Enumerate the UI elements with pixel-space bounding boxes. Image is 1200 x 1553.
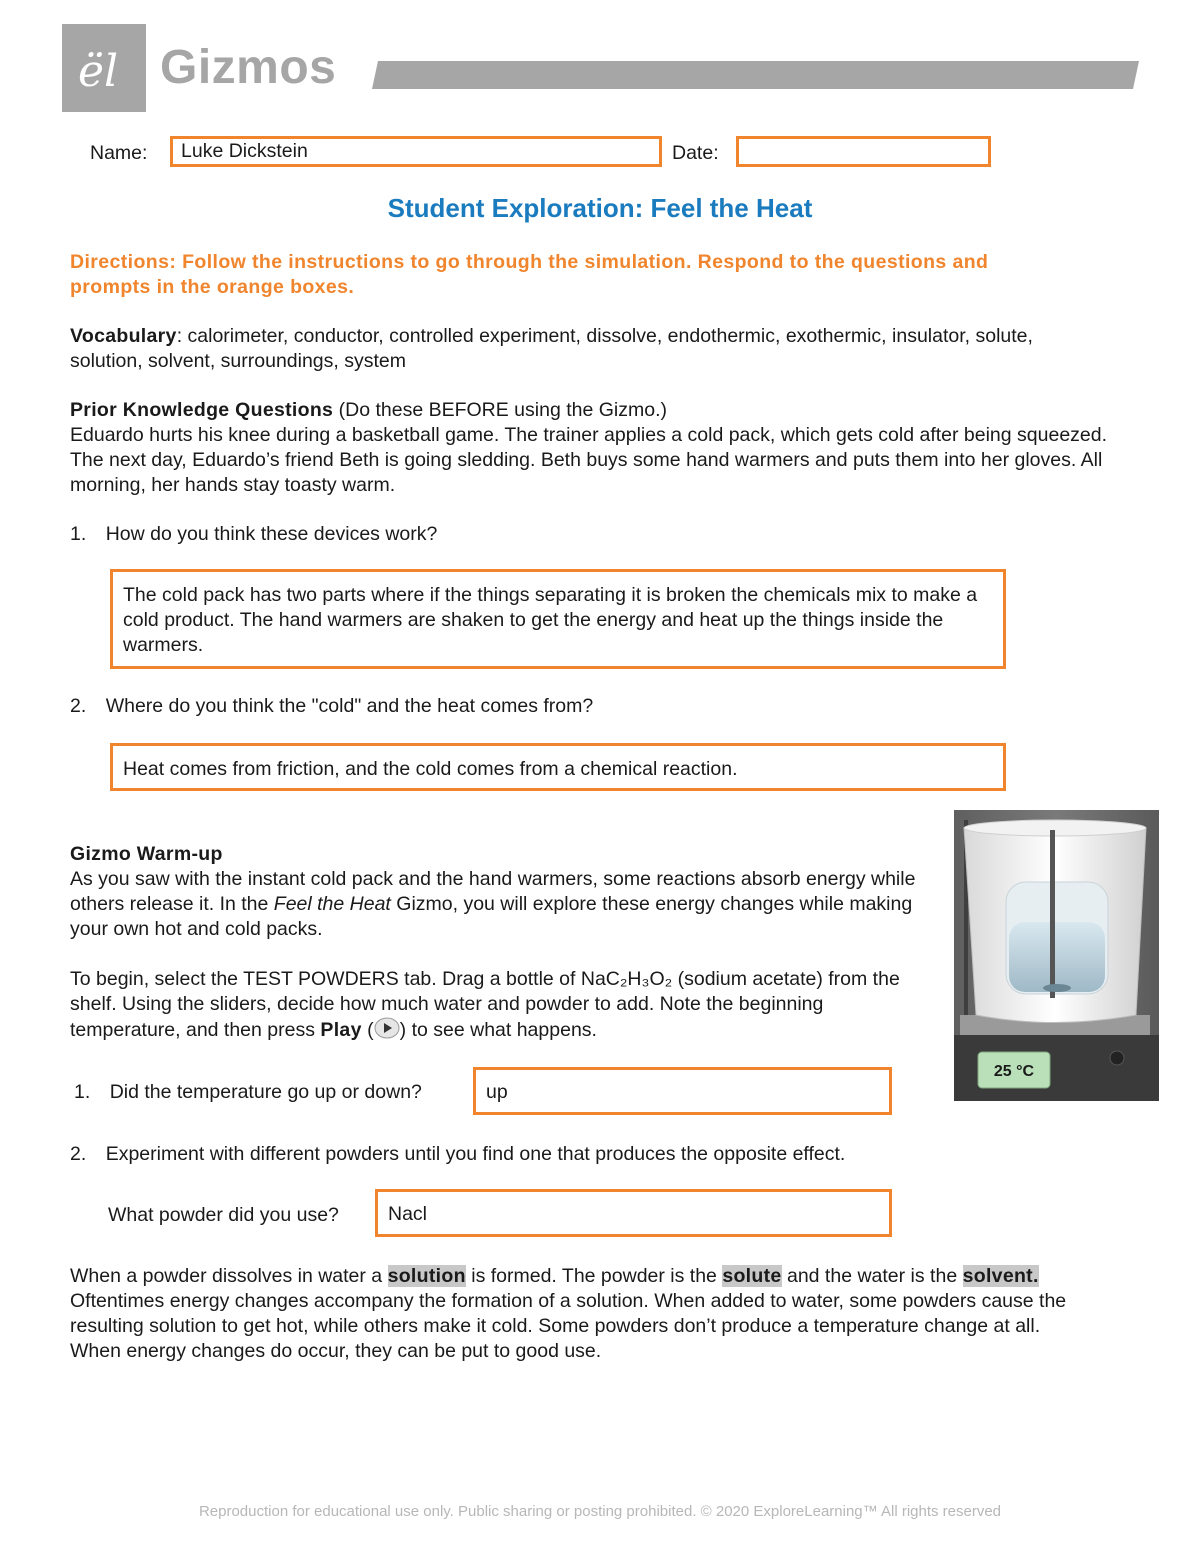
answer-box-4[interactable] (375, 1189, 892, 1237)
header-bar (372, 61, 1139, 89)
question-number: 2. (70, 695, 87, 717)
name-label: Name: (90, 142, 148, 164)
date-value (739, 139, 988, 141)
warmup-paragraph-2: To begin, select the TEST POWDERS tab. Drag a bottle of NaC₂H₃O₂ (sodium acetate) from the shelf. Using the sliders, decide how much water and powder to add. Note the beginning temperature, and then press Play ( ) to see what happens. (70, 968, 900, 1041)
question-text: Where do you think the "cold" and the heat comes from? (105, 695, 594, 717)
play-icon (374, 1017, 400, 1039)
question-text: Experiment with different powders until you find one that produces the opposite effect. (105, 1143, 846, 1165)
solution-paragraph: When a powder dissolves in water a solution is formed. The powder is the solute and the water is the solvent. Oftentimes energy changes accompany the formation of a solution. When added to water, some powders cause the resulting solution to get hot, while others make it cold. Some powders don’t produce a temperature change at all. When energy changes do occur, they can be put to good use. (70, 1265, 1067, 1362)
term-solution: solution (387, 1265, 466, 1287)
thermometer-reading: 25 °C (993, 1063, 1035, 1080)
warmup-heading: Gizmo Warm-up (70, 843, 223, 865)
date-field[interactable] (736, 136, 991, 167)
question-number: 1. (70, 523, 87, 545)
answer-box-1[interactable] (110, 569, 1006, 669)
question-text: Did the temperature go up or down? (109, 1081, 422, 1103)
question-number: 2. (70, 1143, 87, 1165)
name-value: Luke Dickstein (181, 140, 308, 162)
vocabulary (70, 324, 1080, 374)
warmup-question-2-sub: What powder did you use? (108, 1204, 339, 1226)
date-label: Date: (672, 142, 719, 164)
warmup-question-2 (70, 1142, 845, 1167)
answer-box-2[interactable] (110, 743, 1006, 791)
term-solvent: solvent. (962, 1265, 1039, 1287)
directions: Directions: Follow the instructions to go through the simulation. Respond to the questions and prompts in the orange boxes. (70, 251, 989, 298)
prior-knowledge-heading: Prior Knowledge Questions (Do these BEFORE using the Gizmo.) (70, 399, 667, 421)
answer-text: Heat comes from friction, and the cold comes from a chemical reaction. (123, 758, 738, 780)
answer-text: The cold pack has two parts where if the things separating it is broken the chemicals mix to make a cold product. The hand warmers are shaken to get the energy and heat up the things inside the warmers. (123, 584, 978, 656)
question-1 (70, 522, 437, 547)
vocabulary-label: Vocabulary (70, 325, 177, 347)
answer-text: up (486, 1081, 508, 1103)
question-text: How do you think these devices work? (105, 523, 438, 545)
warmup-section (70, 842, 930, 1043)
term-solute: solute (722, 1265, 782, 1287)
page-title: Student Exploration: Feel the Heat (387, 193, 813, 223)
question-2 (70, 694, 593, 719)
prior-knowledge-section (70, 398, 1130, 498)
brand-name: Gizmos (160, 41, 337, 94)
prior-knowledge-paragraph: Eduardo hurts his knee during a basketball game. The trainer applies a cold pack, which gets cold after being squeezed. The next day, Eduardo’s friend Beth is going sledding. Beth buys some hand warmers and puts them into her gloves. All morning, her hands stay toasty warm. (70, 424, 1108, 496)
warmup-question-1 (74, 1080, 422, 1105)
answer-box-3[interactable] (473, 1067, 892, 1115)
name-field[interactable] (170, 136, 662, 167)
vocabulary-text: : calorimeter, conductor, controlled experiment, dissolve, endothermic, exothermic, insulator, solute, solution, solvent, surroundings, system (70, 325, 1033, 372)
question-number: 1. (74, 1081, 91, 1103)
svg-text:ël: ël (78, 46, 119, 97)
footer: Reproduction for educational use only. Public sharing or posting prohibited. © 2020 ExploreLearning™ All rights reserved (198, 1503, 1002, 1520)
calorimeter-image (954, 810, 1159, 1101)
explorelearning-logo-icon (62, 24, 146, 112)
answer-text: Nacl (388, 1203, 428, 1225)
warmup-paragraph-1: As you saw with the instant cold pack and the hand warmers, some reactions absorb energy while others release it. In the Feel the Heat Gizmo, you will explore these energy changes while making your own hot and cold packs. (70, 868, 916, 940)
